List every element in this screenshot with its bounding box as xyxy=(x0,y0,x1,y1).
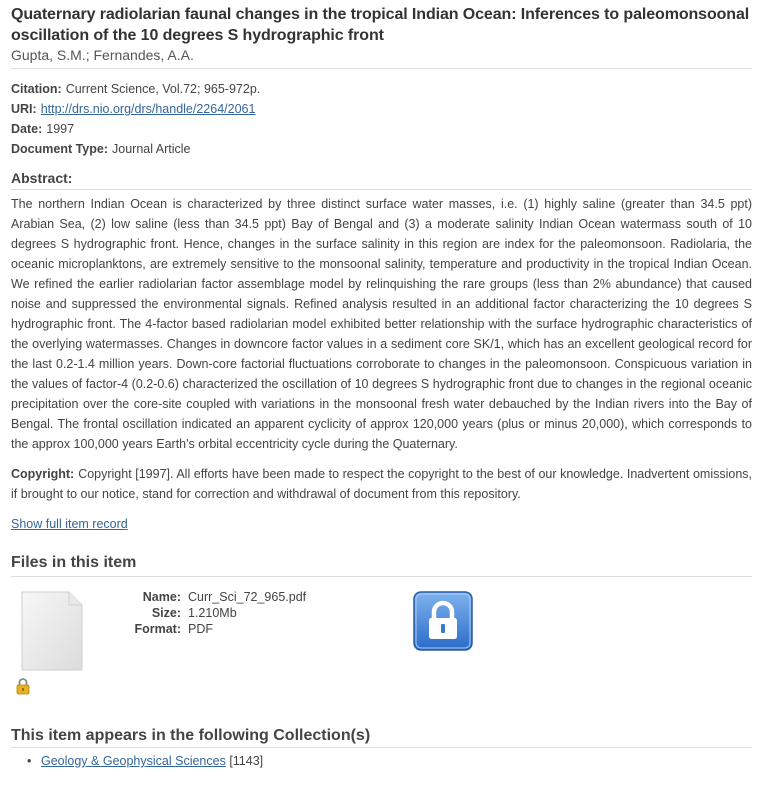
file-name-value: Curr_Sci_72_965.pdf xyxy=(188,590,307,604)
collections-list xyxy=(11,752,752,770)
citation-row xyxy=(11,79,752,99)
copyright-block xyxy=(11,464,752,504)
doctype-label: Document Type: xyxy=(11,142,108,156)
file-size-row xyxy=(111,605,306,621)
date-label: Date: xyxy=(11,122,43,136)
file-format-label: Format: xyxy=(134,622,181,636)
divider xyxy=(11,747,752,748)
collection-link[interactable]: Geology & Geophysical Sciences xyxy=(41,754,226,768)
restricted-access-lock-icon[interactable] xyxy=(413,591,473,654)
doctype-row xyxy=(11,139,752,159)
page-title: Quaternary radiolarian faunal changes in the tropical Indian Ocean: Inferences to paleomonsoonal oscillation of the 10 degrees S hydrographic front xyxy=(11,6,750,44)
date-row xyxy=(11,119,752,139)
padlock-icon xyxy=(16,677,30,698)
item-view xyxy=(11,4,752,770)
doctype-value: Journal Article xyxy=(112,142,191,156)
uri-row xyxy=(11,99,752,119)
date-value: 1997 xyxy=(46,122,75,136)
file-name-label: Name: xyxy=(142,590,181,604)
divider xyxy=(11,576,752,577)
file-name-row xyxy=(111,589,306,605)
copyright-text: Copyright [1997]. All efforts have been made to respect the copyright to the best of our knowledge. Inadvertent omissions, if brought to our notice, stand for correction and withdrawal of document from this repository. xyxy=(11,467,752,501)
divider xyxy=(11,68,752,69)
file-entry xyxy=(11,585,752,725)
collection-count: [1143] xyxy=(229,754,264,768)
file-metadata xyxy=(111,589,306,637)
file-format-row xyxy=(111,621,306,637)
uri-link[interactable]: http://drs.nio.org/drs/handle/2264/2061 xyxy=(40,102,256,116)
uri-label: URI: xyxy=(11,102,37,116)
collections-heading: This item appears in the following Collection(s) xyxy=(11,727,371,744)
item-authors: Gupta, S.M.; Fernandes, A.A. xyxy=(11,47,194,63)
copyright-label: Copyright: xyxy=(11,467,75,481)
citation-label: Citation: xyxy=(11,82,62,96)
file-size-value: 1.210Mb xyxy=(188,606,237,620)
abstract-heading: Abstract: xyxy=(11,170,73,186)
show-full-record-link[interactable]: Show full item record xyxy=(11,517,128,531)
document-thumbnail-icon[interactable] xyxy=(21,591,83,674)
list-item xyxy=(41,752,752,770)
citation-value: Current Science, Vol.72; 965-972p. xyxy=(65,82,261,96)
item-metadata xyxy=(11,79,752,159)
divider xyxy=(11,189,752,190)
file-format-value: PDF xyxy=(188,622,213,636)
file-size-label: Size: xyxy=(151,606,181,620)
files-heading: Files in this item xyxy=(11,554,137,571)
abstract-text: The northern Indian Ocean is characterized by three distinct surface water masses, i.e. (1) highly saline (greater than 34.5 ppt) Arabian Sea, (2) low saline (less than 34.5 ppt) Bay of Bengal and (3) a moderate salinity Indian Ocean watermass south of 10 degrees S hydrographic front. Hence, changes in the surface salinity in this region are index for the paleomonsoon. Radiolaria, the oceanic microplanktons, are extremely sensitive to the monsoonal salinity, temperature and productivity in the tropical Indian Ocean. We refined the earlier radiolarian factor assemblage model by relinquishing the rare groups (less than 2% abundance) that caused noise and suppressed the environmental signals. Refined analysis resulted in an additional factor characterizing the 10 degrees S hydrographic front. The 4-factor based radiolarian model exhibited better relationship with the surface hydrographic characteristics of the overlying watermasses. Changes in downcore factor values in a sediment core SK/1, which has an excellent geological record for the last 0.2-1.4 million years. Down-core factorial fluctuations corroborate to changes in the paleomonsoon. Conspicuous variation in the values of factor-4 (0.2-0.6) characterized the oscillation of 10 degrees S hydrographic front due to changes in the regional oceanic precipitation over the core-site coupled with variations in the monsoonal fresh water debauched by the Indian rivers into the Bay of Bengal. The frontal oscillation indicated an apparent cyclicity of approx 120,000 years (plus or minus 20,000), which corresponds to the approx 100,000 years Earth's orbital eccentricity cycle during the Quaternary. xyxy=(11,197,752,451)
